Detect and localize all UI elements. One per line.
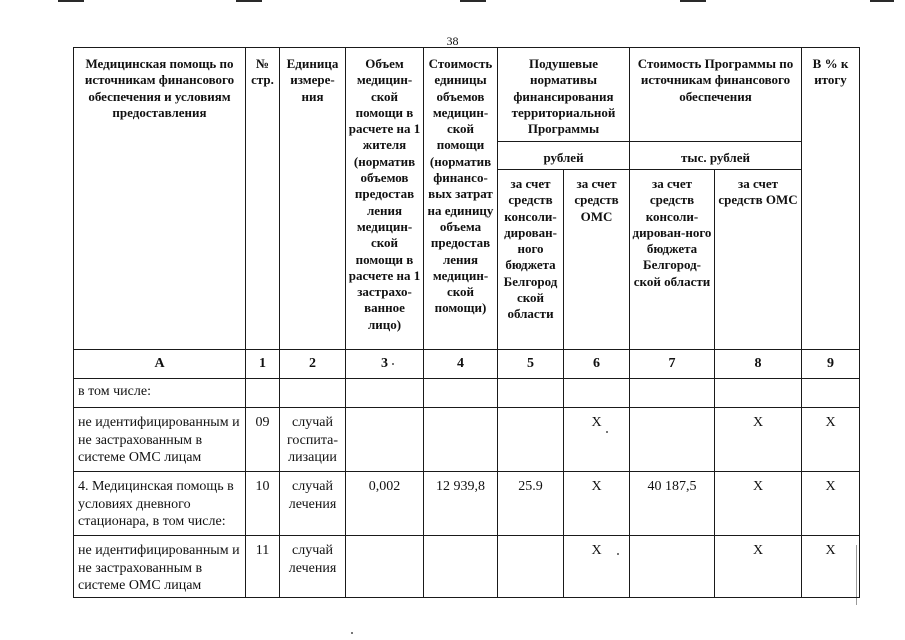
header-unit-thousand-rubles: тыс. рублей xyxy=(630,142,802,170)
index-cell: 1 xyxy=(246,350,280,379)
index-cell: А xyxy=(74,350,246,379)
table-row xyxy=(74,379,860,408)
index-cell: 6 xyxy=(564,350,630,379)
row-volume xyxy=(346,408,424,472)
header-unit-rubles: рублей xyxy=(498,142,630,170)
index-cell: 7 xyxy=(630,350,715,379)
row-per-capita-oms: Х xyxy=(564,472,630,536)
row-line-number: 10 xyxy=(246,472,280,536)
index-cell: 2 xyxy=(280,350,346,379)
row-line-number: 11 xyxy=(246,536,280,598)
index-cell: 4 xyxy=(424,350,498,379)
scan-mark xyxy=(460,0,486,2)
row-volume: 0,002 xyxy=(346,472,424,536)
row-line-number: 09 xyxy=(246,408,280,472)
row-percent: Х xyxy=(802,408,860,472)
row-cost-oms: Х xyxy=(715,408,802,472)
page-number: 38 xyxy=(446,34,459,48)
program-cost-table xyxy=(73,47,860,598)
row-cost-budget xyxy=(630,408,715,472)
row-volume xyxy=(346,536,424,598)
header-col-4: Стоимость единицы объемов медицин-ской помощи (норматив финансо-вых затрат на единицу объема предостав ления медицин-ской помощи) xyxy=(424,48,498,350)
row-name: не идентифицированным и не застрахованным в системе ОМС лицам xyxy=(74,408,246,472)
row-unit: случай госпита-лизации xyxy=(280,408,346,472)
row-volume xyxy=(346,379,424,408)
row-cost-budget xyxy=(630,536,715,598)
row-unit-cost xyxy=(424,379,498,408)
row-per-capita-budget xyxy=(498,408,564,472)
header-col-9: В % к итогу xyxy=(802,48,860,350)
header-col-3: Объем медицин-ской помощи в расчете на 1 жителя (норматив объемов предостав ления медицин-ской помощи в расчете на 1 застрахо-ванное лицо) xyxy=(346,48,424,350)
header-col-5: за счет средств консоли-дирован-ного бюджета Белгород ской области xyxy=(498,170,564,350)
header-col-2: Единица измере-ния xyxy=(280,48,346,350)
column-index-row xyxy=(74,350,860,379)
row-line-number xyxy=(246,379,280,408)
table-row xyxy=(74,408,860,472)
header-group-per-capita: Подушевые нормативы финансирования территориальной Программы xyxy=(498,48,630,142)
row-unit-cost xyxy=(424,536,498,598)
row-unit: случай лечения xyxy=(280,472,346,536)
row-percent: Х xyxy=(802,472,860,536)
row-name: не идентифицированным и не застрахованным в системе ОМС лицам xyxy=(74,536,246,598)
index-cell: 5 xyxy=(498,350,564,379)
header-group-cost: Стоимость Программы по источникам финансового обеспечения xyxy=(630,48,802,142)
row-per-capita-oms: Х xyxy=(564,408,630,472)
table-row xyxy=(74,472,860,536)
row-unit: случай лечения xyxy=(280,536,346,598)
row-name: 4. Медицинская помощь в условиях дневного стационара, в том числе: xyxy=(74,472,246,536)
index-cell: 8 xyxy=(715,350,802,379)
scan-mark xyxy=(236,0,262,2)
scan-speck xyxy=(351,632,353,634)
row-per-capita-budget xyxy=(498,379,564,408)
row-cost-budget xyxy=(630,379,715,408)
header-col-6: за счет средств ОМС xyxy=(564,170,630,350)
index-cell: 3 xyxy=(346,350,424,379)
row-unit xyxy=(280,379,346,408)
row-cost-oms xyxy=(715,379,802,408)
row-cost-oms: Х xyxy=(715,472,802,536)
row-percent: Х xyxy=(802,536,860,598)
row-unit-cost: 12 939,8 xyxy=(424,472,498,536)
row-per-capita-oms: Х xyxy=(564,536,630,598)
row-unit-cost xyxy=(424,408,498,472)
row-per-capita-budget: 25.9 xyxy=(498,472,564,536)
row-percent xyxy=(802,379,860,408)
row-cost-oms: Х xyxy=(715,536,802,598)
scan-mark xyxy=(680,0,706,2)
header-col-7: за счет средств консоли-дирован-ного бюджета Белгород-ской области xyxy=(630,170,715,350)
header-col-1: № стр. xyxy=(246,48,280,350)
index-cell: 9 xyxy=(802,350,860,379)
row-per-capita-oms xyxy=(564,379,630,408)
row-cost-budget: 40 187,5 xyxy=(630,472,715,536)
scan-mark xyxy=(870,0,894,2)
scan-mark xyxy=(58,0,84,2)
row-per-capita-budget xyxy=(498,536,564,598)
header-col-a: Медицинская помощь по источникам финансового обеспечения и условиям предоставления xyxy=(74,48,246,350)
row-name: в том числе: xyxy=(74,379,246,408)
table-row xyxy=(74,536,860,598)
header-col-8: за счет средств ОМС xyxy=(715,170,802,350)
